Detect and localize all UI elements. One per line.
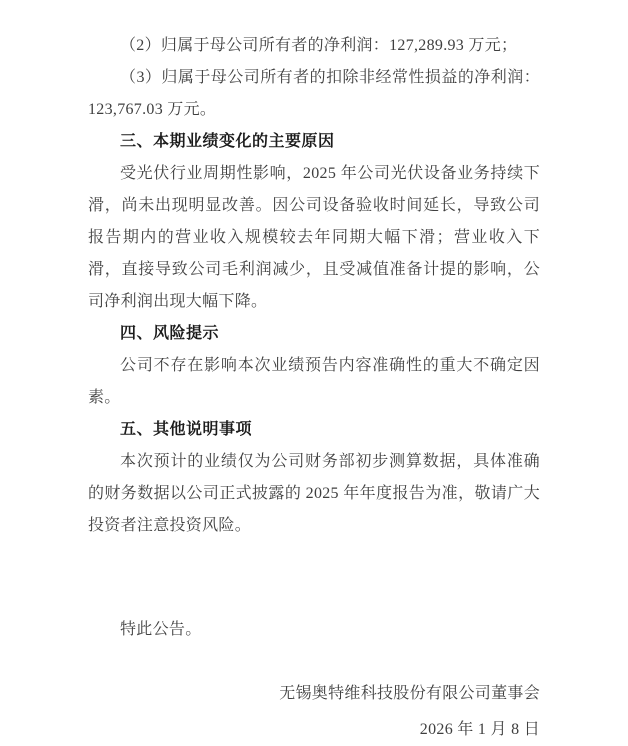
section-heading-risk-notice: 四、风险提示 — [120, 325, 220, 342]
paragraph-performance-change-reasons: 受光伏行业周期性影响，2025 年公司光伏设备业务持续下滑，尚未出现明显改善。因公司设备验收时间延长，导致公司报告期内的营业收入规模较去年同期大幅下滑；营业收入下滑，直接导致公司毛利润减少，且受减值准备计提的影响，公司净利润出现大幅下降。 — [88, 165, 540, 310]
announcement-date: 2026 年 1 月 8 日 — [419, 721, 540, 738]
list-item-net-profit: （2）归属于母公司所有者的净利润：127,289.93 万元； — [120, 37, 518, 54]
paragraph-other-notes: 本次预计的业绩仅为公司财务部初步测算数据，具体准确的财务数据以公司正式披露的 2025 年年度报告为准，敬请广大投资者注意投资风险。 — [88, 453, 540, 534]
closing-statement: 特此公告。 — [120, 621, 202, 638]
paragraph-risk-notice: 公司不存在影响本次业绩预告内容准确性的重大不确定因素。 — [88, 357, 540, 406]
section-heading-other-notes: 五、其他说明事项 — [120, 421, 253, 438]
section-heading-performance-change-reasons: 三、本期业绩变化的主要原因 — [120, 133, 335, 150]
list-item-net-profit-excl-non-recurring: （3）归属于母公司所有者的扣除非经常性损益的净利润：123,767.03 万元。 — [88, 69, 540, 118]
board-signature: 无锡奥特维科技股份有限公司董事会 — [279, 685, 540, 702]
